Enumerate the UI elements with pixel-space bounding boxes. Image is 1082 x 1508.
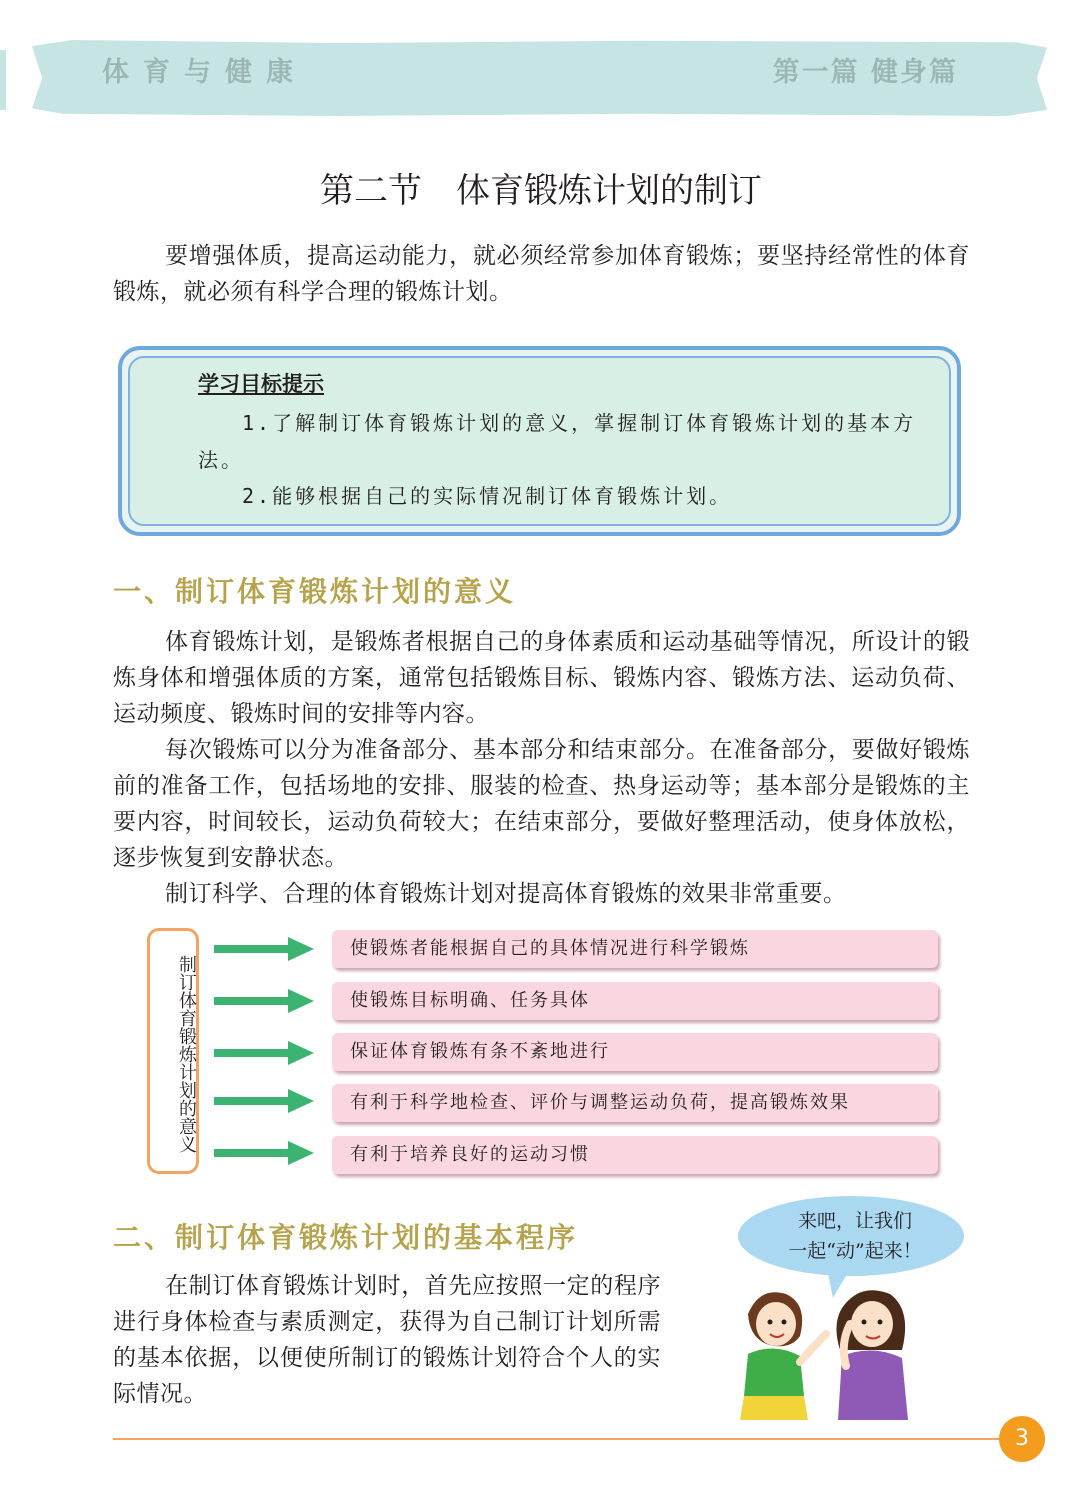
part1-paragraph-2: 每次锻炼可以分为准备部分、基本部分和结束部分。在准备部分，要做好锻炼前的准备工作，包括场地的安排、服装的检查、热身运动等；基本部分是锻炼的主要内容，时间较长，运动负荷较大；在结束部分，要做好整理活动，使身体放松，逐步恢复到安静状态。	[113, 737, 970, 871]
diagram-label-box	[147, 928, 199, 1174]
two-kids-illustration	[730, 1284, 920, 1420]
part2-paragraph: 在制订体育锻炼计划时，首先应按照一定的程序进行身体检查与素质测定，获得为自己制订计划所需的基本依据，以便使所制订的锻炼计划符合个人的实际情况。	[113, 1273, 661, 1407]
speech-bubble-text	[760, 1206, 950, 1266]
diagram-item-1: 使锻炼者能根据自己的具体情况进行科学锻炼	[332, 930, 938, 968]
page-number: 3	[999, 1416, 1045, 1462]
footer-line	[113, 1438, 1003, 1440]
objective-item-1: 1.了解制订体育锻炼计划的意义，掌握制订体育锻炼计划的基本方法。	[198, 411, 917, 472]
speech-line-1: 来吧，让我们	[797, 1210, 912, 1232]
diagram-item-4: 有利于科学地检查、评价与调整运动负荷，提高锻炼效果	[332, 1084, 938, 1122]
section-title: 第二节 体育锻炼计划的制订	[320, 171, 762, 211]
arrow-icon	[214, 989, 314, 1013]
objectives-title: 学习目标提示	[198, 372, 324, 396]
part1-paragraph-1: 体育锻炼计划，是锻炼者根据自己的身体素质和运动基础等情况，所设计的锻炼身体和增强体质的方案，通常包括锻炼目标、锻炼内容、锻炼方法、运动负荷、运动频度、锻炼时间的安排等内容。	[113, 629, 970, 727]
diagram-item-3: 保证体育锻炼有条不紊地进行	[332, 1033, 938, 1071]
diagram-item-2: 使锻炼目标明确、任务具体	[332, 982, 938, 1020]
arrow-icon	[214, 937, 314, 961]
intro-paragraph: 要增强体质，提高运动能力，就必须经常参加体育锻炼；要坚持经常性的体育锻炼，就必须有科学合理的锻炼计划。	[113, 243, 970, 305]
speech-line-2: 一起“动”起来！	[788, 1240, 922, 1262]
part1-heading: 一、制订体育锻炼计划的意义	[113, 575, 517, 608]
part-title: 第一篇 健身篇	[772, 57, 958, 88]
diagram-item-5: 有利于培养良好的运动习惯	[332, 1136, 938, 1174]
book-title: 体育与健康	[102, 57, 307, 88]
arrow-icon	[214, 1089, 314, 1113]
arrow-icon	[214, 1041, 314, 1065]
arrow-icon	[214, 1141, 314, 1165]
objective-item-2: 2.能够根据自己的实际情况制订体育锻炼计划。	[242, 484, 733, 508]
page-edge-decoration	[0, 50, 6, 110]
part1-paragraph-3: 制订科学、合理的体育锻炼计划对提高体育锻炼的效果非常重要。	[165, 881, 847, 907]
diagram-label: 制订体育锻炼计划的意义	[176, 955, 197, 1153]
part2-heading: 二、制订体育锻炼计划的基本程序	[113, 1221, 579, 1254]
